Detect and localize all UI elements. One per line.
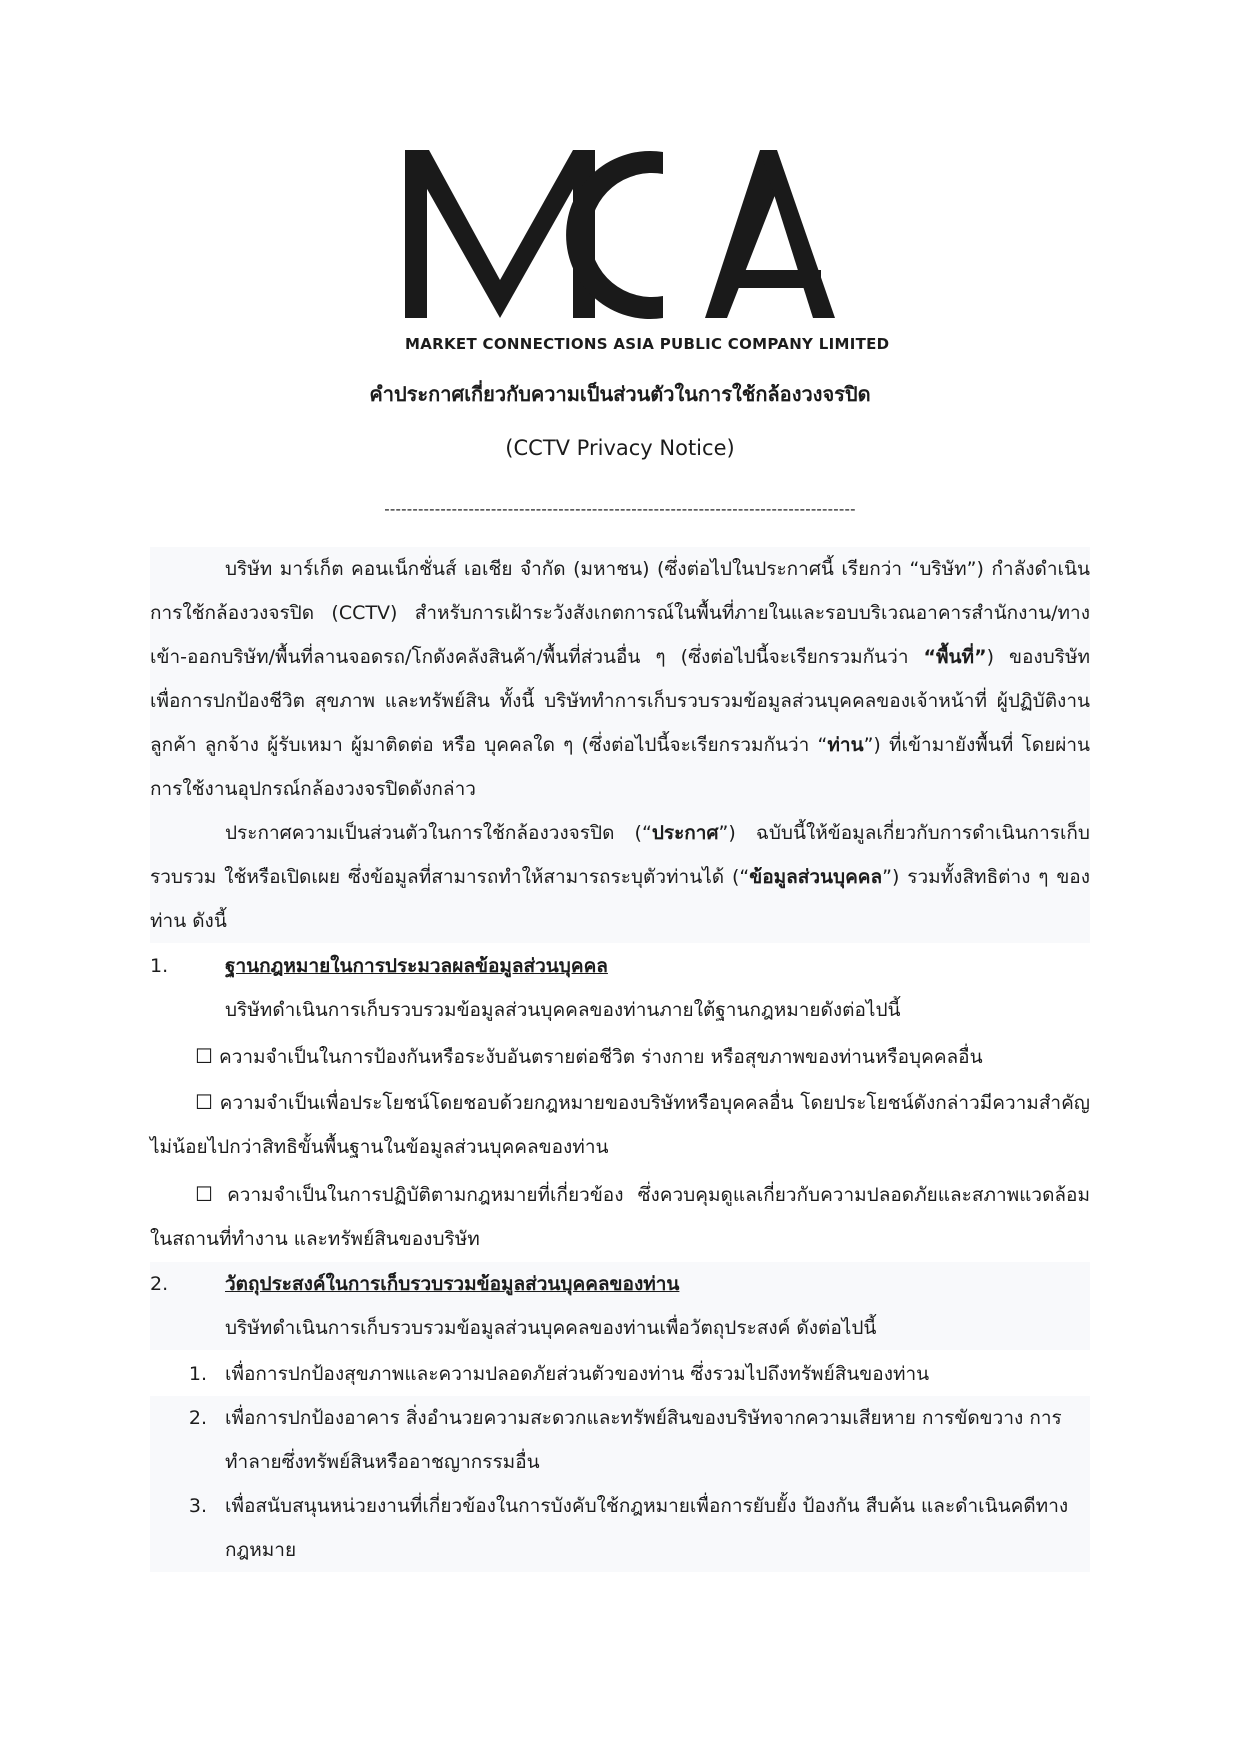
section-2-intro: บริษัทดำเนินการเก็บรวบรวมข้อมูลส่วนบุคคลของท่านเพื่อวัตถุประสงค์ ดังต่อไปนี้ [150, 1306, 1090, 1350]
checkbox-icon: ☐ [195, 1090, 213, 1114]
section-title: ฐานกฎหมายในการประมวลผลข้อมูลส่วนบุคคล [225, 955, 608, 977]
legal-basis-item: ☐ ความจำเป็นเพื่อประโยชน์โดยชอบด้วยกฎหมายของบริษัทหรือบุคคลอื่น โดยประโยชน์ดังกล่าวมีความสำคัญไม่น้อยไปกว่าสิทธิขั้นพื้นฐานในข้อมูลส่วนบุคคลของท่าน [150, 1090, 1090, 1158]
section-title: วัตถุประสงค์ในการเก็บรวบรวมข้อมูลส่วนบุคคลของท่าน [225, 1273, 680, 1295]
legal-basis-item: ☐ ความจำเป็นในการปฏิบัติตามกฎหมายที่เกี่ยวข้อง ซึ่งควบคุมดูแลเกี่ยวกับความปลอดภัยและสภาพแวดล้อมในสถานที่ทำงาน และทรัพย์สินของบริษัท [150, 1182, 1090, 1250]
company-name: MARKET CONNECTIONS ASIA PUBLIC COMPANY LIMITED [405, 335, 890, 353]
list-item: 3. เพื่อสนับสนุนหน่วยงานที่เกี่ยวข้องในการบังคับใช้กฎหมายเพื่อการยับยั้ง ป้องกัน สืบค้น และดำเนินคดีทางกฎหมาย [150, 1484, 1090, 1572]
checkbox-icon: ☐ [195, 1182, 213, 1206]
company-logo [405, 150, 890, 360]
document-title: คำประกาศเกี่ยวกับความเป็นส่วนตัวในการใช้กล้องวงจรปิด [369, 382, 871, 406]
section-1-intro: บริษัทดำเนินการเก็บรวบรวมข้อมูลส่วนบุคคลของท่านภายใต้ฐานกฎหมายดังต่อไปนี้ [225, 999, 901, 1021]
intro-paragraph-2: ประกาศความเป็นส่วนตัวในการใช้กล้องวงจรปิด (“ประกาศ”) ฉบับนี้ให้ข้อมูลเกี่ยวกับการดำเนินการเก็บรวบรวม ใช้หรือเปิดเผย ซึ่งข้อมูลที่สามารถทำให้สามารถระบุตัวท่านได้ (“ข้อมูลส่วนบุคคล”) รวมทั้งสิทธิต่าง ๆ ของท่าน ดังนี้ [150, 811, 1090, 943]
section-number: 1. [150, 955, 169, 977]
checkbox-icon: ☐ [195, 1044, 213, 1068]
intro-paragraph-1: บริษัท มาร์เก็ต คอนเน็กชั่นส์ เอเชีย จำกัด (มหาชน) (ซึ่งต่อไปในประกาศนี้ เรียกว่า “บริษัท”) กำลังดำเนินการใช้กล้องวงจรปิด (CCTV) สำหรับการเฝ้าระวังสังเกตการณ์ในพื้นที่ภายในและรอบบริเวณอาคารสำนักงาน/ทางเข้า-ออกบริษัท/พื้นที่ลานจอดรถ/โกดังคลังสินค้า/พื้นที่ส่วนอื่น ๆ (ซึ่งต่อไปนี้จะเรียกรวมกันว่า “พื้นที่”) ของบริษัท เพื่อการปกป้องชีวิต สุขภาพ และทรัพย์สิน ทั้งนี้ บริษัททำการเก็บรวบรวมข้อมูลส่วนบุคคลของเจ้าหน้าที่ ผู้ปฏิบัติงาน ลูกค้า ลูกจ้าง ผู้รับเหมา ผู้มาติดต่อ หรือ บุคคลใด ๆ (ซึ่งต่อไปนี้จะเรียกรวมกันว่า “ท่าน”) ที่เข้ามายังพื้นที่ โดยผ่านการใช้งานอุปกรณ์กล้องวงจรปิดดังกล่าว [150, 547, 1090, 811]
section-1-heading [150, 944, 1090, 988]
purpose-list [150, 1352, 1090, 1572]
document-subtitle: (CCTV Privacy Notice) [505, 436, 735, 460]
section-2-heading [150, 1262, 1090, 1306]
mca-logo-mark [405, 150, 835, 320]
list-item: 2. เพื่อการปกป้องอาคาร สิ่งอำนวยความสะดวกและทรัพย์สินของบริษัทจากความเสียหาย การขัดขวาง การทำลายซึ่งทรัพย์สินหรืออาชญากรรมอื่น [150, 1396, 1090, 1484]
divider-line: ------------------------------------------------------------------------------------ [384, 500, 856, 518]
legal-basis-item: ☐ ความจำเป็นในการป้องกันหรือระงับอันตรายต่อชีวิต ร่างกาย หรือสุขภาพของท่านหรือบุคคลอื่น [195, 1044, 983, 1068]
section-number: 2. [150, 1273, 169, 1295]
list-item: 1. เพื่อการปกป้องสุขภาพและความปลอดภัยส่วนตัวของท่าน ซึ่งรวมไปถึงทรัพย์สินของท่าน [188, 1363, 930, 1385]
